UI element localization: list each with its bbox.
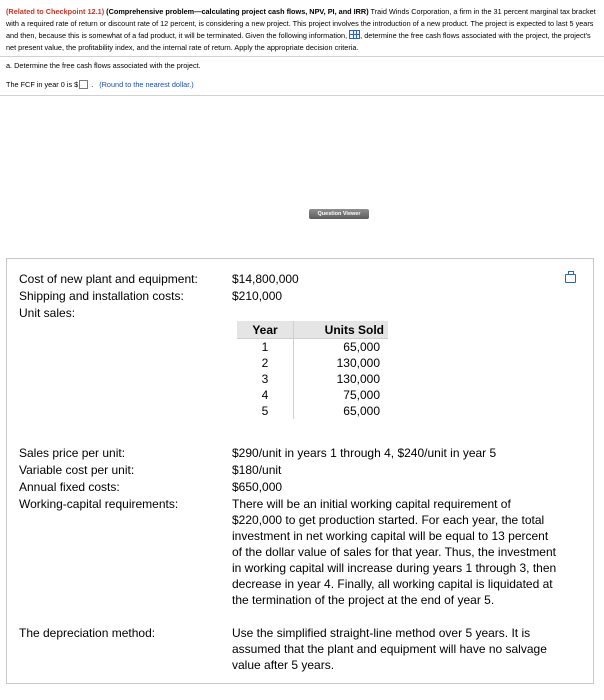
cost-value: $14,800,000 (232, 272, 299, 286)
fcf-suffix: . (91, 80, 94, 89)
year-cell: 5 (237, 403, 294, 419)
problem-text: Traid Winds Corporation, a firm in the 31 percent marginal tax bracket with a required rate of return or discount rate of 12 percent, is considering a new project. This project involves the introduction of a new product. The project is expected to last 5 years and then, because this is somewhat of a fad product, it will be terminated. Given the following information, (6, 7, 596, 40)
problem-text-end: , determine the free cash flows associated with the project, the project's net present value, the profitability index, and the internal rate of return. Apply the appropriate decision criteria. (6, 31, 591, 52)
table-row (237, 339, 388, 356)
shipping-value: $210,000 (232, 289, 283, 303)
year-cell: 4 (237, 387, 294, 403)
units-cell: 65,000 (343, 340, 380, 354)
variable-cost-label: Variable cost per unit: (19, 463, 135, 477)
table-row (237, 355, 388, 371)
problem-title: (Comprehensive problem—calculating project cash flows, NPV, PI, and IRR) (106, 7, 369, 16)
table-row (237, 403, 388, 419)
table-grid-icon[interactable] (349, 30, 360, 39)
working-capital-label: Working-capital requirements: (19, 497, 179, 511)
rounding-hint: (Round to the nearest dollar.) (99, 80, 194, 89)
price-value: $290/unit in years 1 through 4, $240/unit in year 5 (232, 446, 497, 460)
price-label: Sales price per unit: (19, 446, 126, 460)
copy-icon[interactable] (565, 274, 576, 283)
units-cell: 75,000 (343, 388, 380, 402)
units-cell: 65,000 (343, 404, 380, 418)
fixed-cost-value: $650,000 (232, 480, 283, 494)
year-cell: 2 (237, 355, 294, 371)
fcf-answer-input[interactable] (79, 80, 88, 89)
unit-sales-label: Unit sales: (19, 306, 76, 320)
part-a-prompt: a. Determine the free cash flows associated with the project. (6, 61, 201, 70)
depreciation-value: Use the simplified straight-line method over 5 years. It is assumed that the plant and equipment will have no salvage value after 5 years. (232, 626, 547, 672)
table-row (237, 371, 388, 387)
table-row (237, 387, 388, 403)
variable-cost-value: $180/unit (232, 463, 282, 477)
question-viewer-button[interactable]: Question Viewer (309, 209, 369, 219)
shipping-label: Shipping and installation costs: (19, 289, 184, 303)
cost-label: Cost of new plant and equipment: (19, 272, 198, 286)
units-sold-table (237, 321, 388, 419)
units-sold-header: Units Sold (294, 321, 389, 339)
divider (0, 56, 604, 57)
fcf-question (6, 80, 194, 89)
year-cell: 3 (237, 371, 294, 387)
checkpoint-reference: (Related to Checkpoint 12.1) (6, 7, 105, 16)
divider (0, 95, 604, 96)
units-cell: 130,000 (336, 372, 380, 386)
fixed-cost-label: Annual fixed costs: (19, 480, 120, 494)
problem-statement (6, 6, 600, 54)
year-cell: 1 (237, 339, 294, 356)
units-cell: 130,000 (336, 356, 380, 370)
working-capital-value: There will be an initial working capital requirement of $220,000 to get production started. For each year, the total investment in net working capital will be equal to 13 percent of the dollar value of sales for that year. Thus, the investment in working capital will increase during years 1 through 3, then decrease in year 4. Finally, all working capital is liquidated at the termination of the project at the end of year 5. (232, 497, 557, 607)
year-header: Year (237, 321, 294, 339)
depreciation-label: The depreciation method: (19, 626, 156, 640)
fcf-prefix: The FCF in year 0 is $ (6, 80, 79, 89)
